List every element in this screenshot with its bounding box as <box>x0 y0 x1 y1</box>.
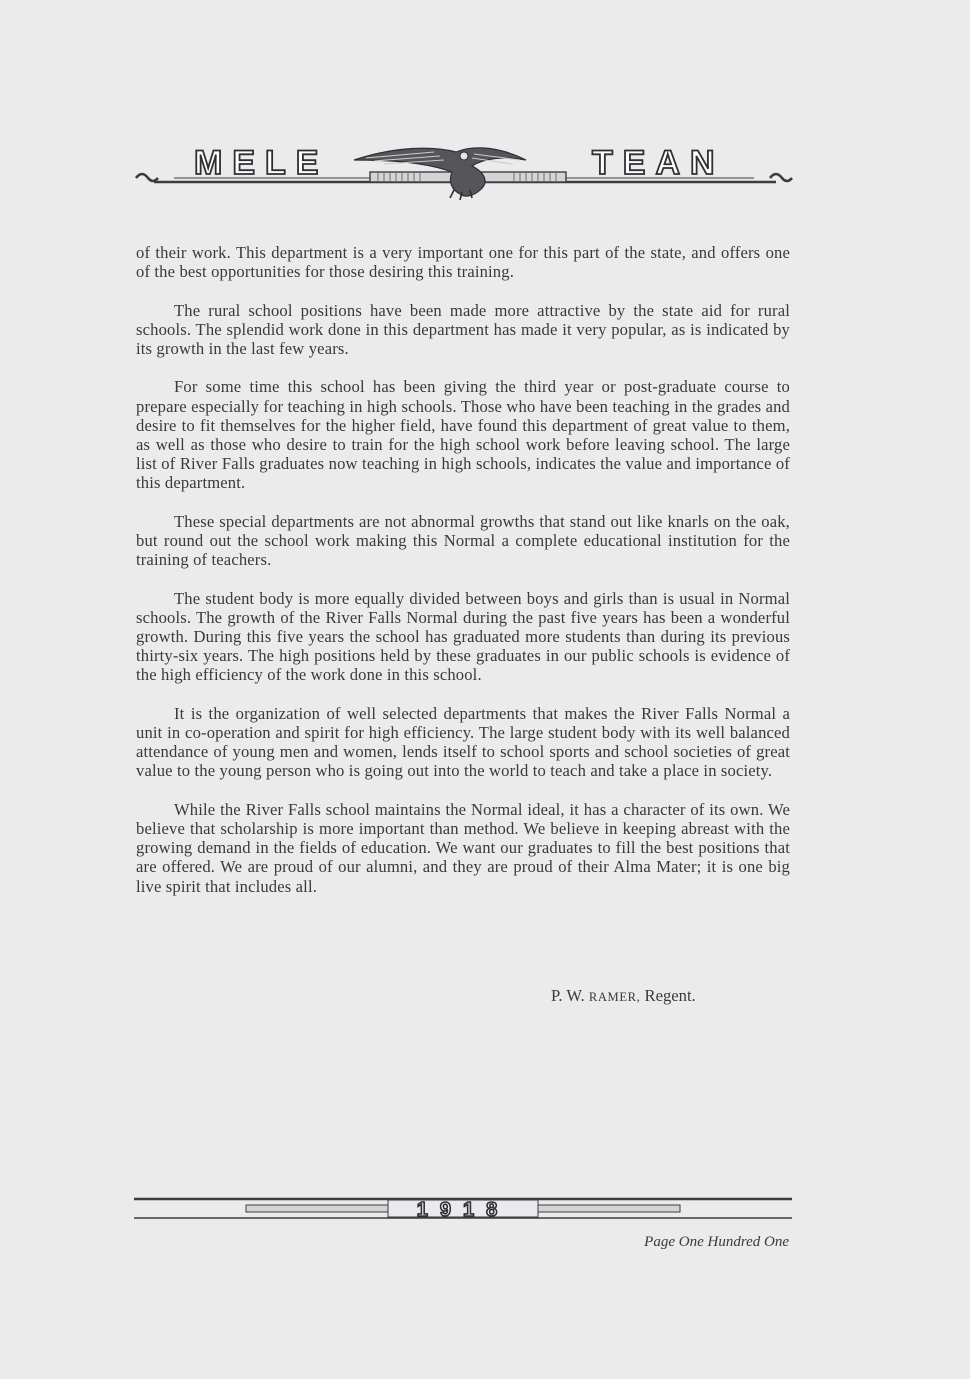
mele-title: MELE <box>194 144 329 182</box>
tean-title: TEAN <box>592 144 725 182</box>
paragraph: The student body is more equally divided between boys and girls than is usual in Normal schools. The growth of the River Falls Normal during the past five years has been a wonderful growth. During this five years the school has graduated more students than during its previous thirty-six years. The high positions held by these graduates in our public schools is evidence of the high efficiency of the work done in this school. <box>136 588 790 685</box>
paragraph: For some time this school has been giving the third year or post-graduate course to prepare especially for teaching in high schools. Those who have been teaching in the grades and desire to fit themselves for the higher field, have found this department of great value to them, as well as those who desire to train for the high school work before leaving school. The large list of River Falls graduates now teaching in high schools, indicates the value and importance of this department. <box>136 377 790 493</box>
header-banner <box>134 138 794 202</box>
paragraph: It is the organization of well selected departments that makes the River Falls Normal a unit in co-operation and spirit for high efficiency. The large student body with its well balanced attendance of young men and women, lends itself to school sports and school societies of great value to the young person who is going out into the world to teach and take a place in society. <box>136 703 790 781</box>
signature <box>551 986 696 1006</box>
year-label: 1918 <box>416 1199 510 1221</box>
page-number: Page One Hundred One <box>644 1234 789 1250</box>
paragraph: While the River Falls school maintains the Normal ideal, it has a character of its own. We believe that scholarship is more important than method. We believe in keeping abreast with the growing demand in the fields of education. We want our graduates to fill the best positions that are offered. We are proud of our alumni, and they are proud of their Alma Mater; it is one big live spirit that includes all. <box>136 799 790 896</box>
paragraph: These special departments are not abnormal growths that stand out like knarls on the oak, but round out the school work making this Normal a complete educational institution for the training of teachers. <box>136 511 790 570</box>
left-scroll-icon <box>136 174 158 181</box>
footer-ornament <box>134 1196 792 1222</box>
paragraph: The rural school positions have been made more attractive by the state aid for rural schools. The splendid work done in this department has made it very popular, as is indicated by its growth in the last few years. <box>136 300 790 358</box>
article-body <box>136 243 790 915</box>
paragraph: of their work. This department is a very important one for this part of the state, and offers one of the best opportunities for those desiring this training. <box>136 243 790 282</box>
right-scroll-icon <box>770 174 792 181</box>
header-ornament <box>134 138 794 202</box>
signature-surname: RAMER, <box>588 990 641 1004</box>
signature-initials: P. W. <box>551 986 585 1005</box>
signature-title: Regent. <box>644 986 696 1005</box>
footer-banner <box>134 1196 792 1222</box>
